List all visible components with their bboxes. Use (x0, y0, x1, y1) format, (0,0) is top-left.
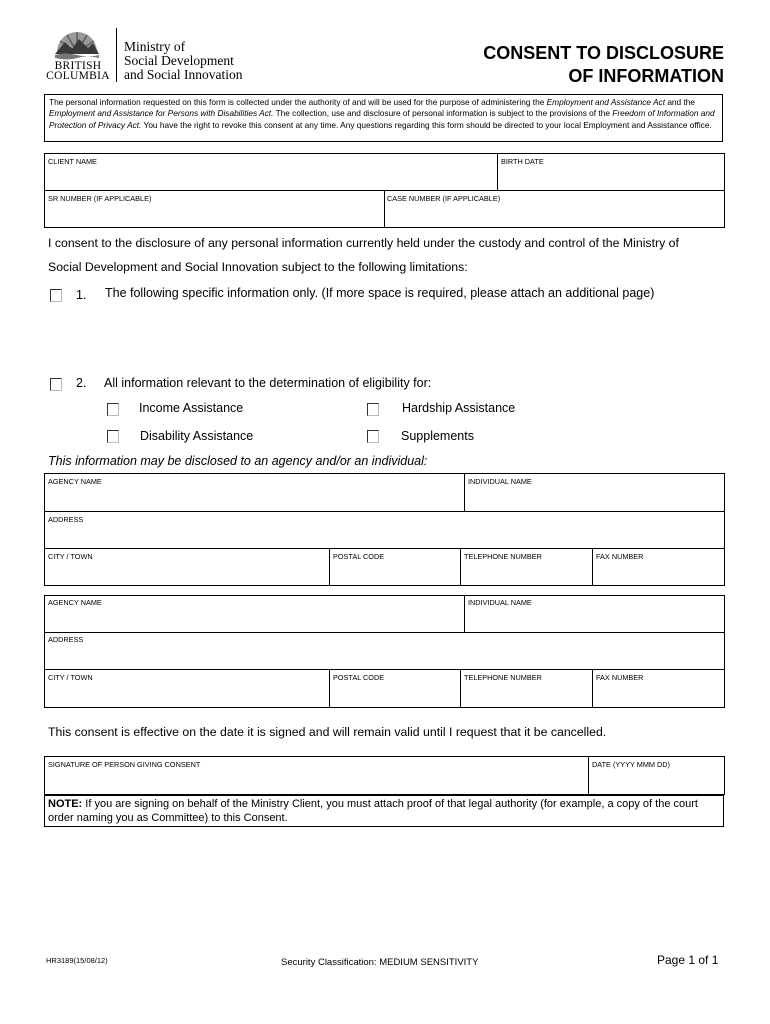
act-name: Employment and Assistance Act (546, 97, 666, 107)
case-number-field[interactable]: CASE NUMBER (IF APPLICABLE) (387, 194, 501, 203)
signature-field[interactable]: SIGNATURE OF PERSON GIVING CONSENT (48, 760, 201, 769)
divider (329, 669, 330, 708)
disability-assistance-label: Disability Assistance (140, 429, 254, 443)
notice-text: You have the right to revoke this consent at any time. Any questions regarding this form should be directed to your local Employment and Assistance office. (141, 119, 712, 130)
address-field[interactable]: ADDRESS (48, 635, 84, 644)
notice-text: and the (665, 97, 696, 107)
act-name: Freedom of Information and Protection of Privacy Act. (49, 108, 715, 130)
bc-sun-mountains-icon (53, 28, 101, 64)
income-assistance-checkbox[interactable] (107, 403, 119, 416)
fax-field[interactable]: FAX NUMBER (596, 552, 644, 561)
agency-name-field[interactable]: AGENCY NAME (48, 477, 102, 486)
individual-name-field[interactable]: INDIVIDUAL NAME (468, 477, 532, 486)
divider (460, 548, 461, 586)
logo-text-columbia: COLUMBIA (46, 70, 110, 82)
option-2-label: All information relevant to the determination of eligibility for: (104, 376, 432, 390)
divider (44, 548, 725, 549)
disability-assistance-checkbox[interactable] (107, 430, 119, 443)
postal-code-field[interactable]: POSTAL CODE (333, 552, 385, 561)
option-number: 1. (76, 288, 87, 302)
divider (44, 511, 725, 512)
hardship-assistance-checkbox[interactable] (367, 403, 379, 416)
option-1-label: The following specific information only. (If more space is required, please attach an additional page) (105, 286, 655, 300)
sr-number-field[interactable]: SR NUMBER (IF APPLICABLE) (48, 194, 152, 203)
city-field[interactable]: CITY / TOWN (48, 673, 93, 682)
agency-intro: This information may be disclosed to an agency and/or an individual: (48, 454, 428, 468)
divider (44, 632, 725, 633)
security-classification: Security Classification: MEDIUM SENSITIVITY (281, 957, 479, 968)
divider (497, 153, 498, 190)
divider (329, 548, 330, 586)
note-text: If you are signing on behalf of the Ministry Client, you must attach proof of that legal authority (for example, a copy of the court order naming you as Committee) to this Consent. (48, 798, 698, 824)
income-assistance-label: Income Assistance (139, 401, 244, 415)
individual-name-field[interactable]: INDIVIDUAL NAME (468, 598, 532, 607)
consent-statement: I consent to the disclosure of any personal information currently held under the custody and control of the Ministry of (48, 236, 679, 250)
privacy-notice (44, 94, 723, 142)
option-2-checkbox[interactable] (50, 378, 62, 391)
form-title-line: CONSENT TO DISCLOSURE (483, 43, 724, 63)
form-title-line: OF INFORMATION (568, 66, 724, 86)
divider (384, 190, 385, 228)
consent-statement: Social Development and Social Innovation subject to the following limitations: (48, 260, 468, 274)
divider (464, 473, 465, 511)
address-field[interactable]: ADDRESS (48, 515, 84, 524)
birth-date-field[interactable]: BIRTH DATE (501, 157, 544, 166)
divider (588, 756, 589, 795)
note-box (44, 795, 724, 827)
act-name: Employment and Assistance for Persons with Disabilities Act. (49, 108, 274, 119)
notice-text: The personal information requested on this form is collected under the authority of and will be used for the purpose of administering the (49, 97, 547, 107)
telephone-field[interactable]: TELEPHONE NUMBER (464, 552, 542, 561)
divider (460, 669, 461, 708)
city-field[interactable]: CITY / TOWN (48, 552, 93, 561)
agency-name-field[interactable]: AGENCY NAME (48, 598, 102, 607)
divider (464, 595, 465, 632)
divider (592, 548, 593, 586)
postal-code-field[interactable]: POSTAL CODE (333, 673, 385, 682)
notice-text: The collection, use and disclosure of personal information is subject to the provisions of the (273, 108, 613, 119)
form-code: HR3189(15/08/12) (46, 956, 108, 965)
ministry-name-line: Social Development (124, 53, 234, 68)
logo-text-british: BRITISH (54, 60, 102, 72)
divider (592, 669, 593, 708)
divider (44, 669, 725, 670)
client-name-field[interactable]: CLIENT NAME (48, 157, 97, 166)
option-number: 2. (76, 376, 87, 390)
ministry-name-line: and Social Innovation (124, 67, 243, 82)
validity-statement: This consent is effective on the date it is signed and will remain valid until I request that it be cancelled. (48, 725, 607, 739)
agency-block-1 (44, 473, 725, 586)
option-1-checkbox[interactable] (50, 289, 62, 302)
hardship-assistance-label: Hardship Assistance (402, 401, 516, 415)
page-number: Page 1 of 1 (657, 953, 719, 967)
fax-field[interactable]: FAX NUMBER (596, 673, 644, 682)
ministry-name-line: Ministry of (124, 39, 186, 54)
signature-date-field[interactable]: DATE (YYYY MMM DD) (592, 760, 670, 769)
telephone-field[interactable]: TELEPHONE NUMBER (464, 673, 542, 682)
note-label: NOTE: (48, 798, 83, 810)
supplements-label: Supplements (401, 429, 474, 443)
agency-block-2 (44, 595, 725, 708)
logo-divider (116, 28, 117, 82)
supplements-checkbox[interactable] (367, 430, 379, 443)
